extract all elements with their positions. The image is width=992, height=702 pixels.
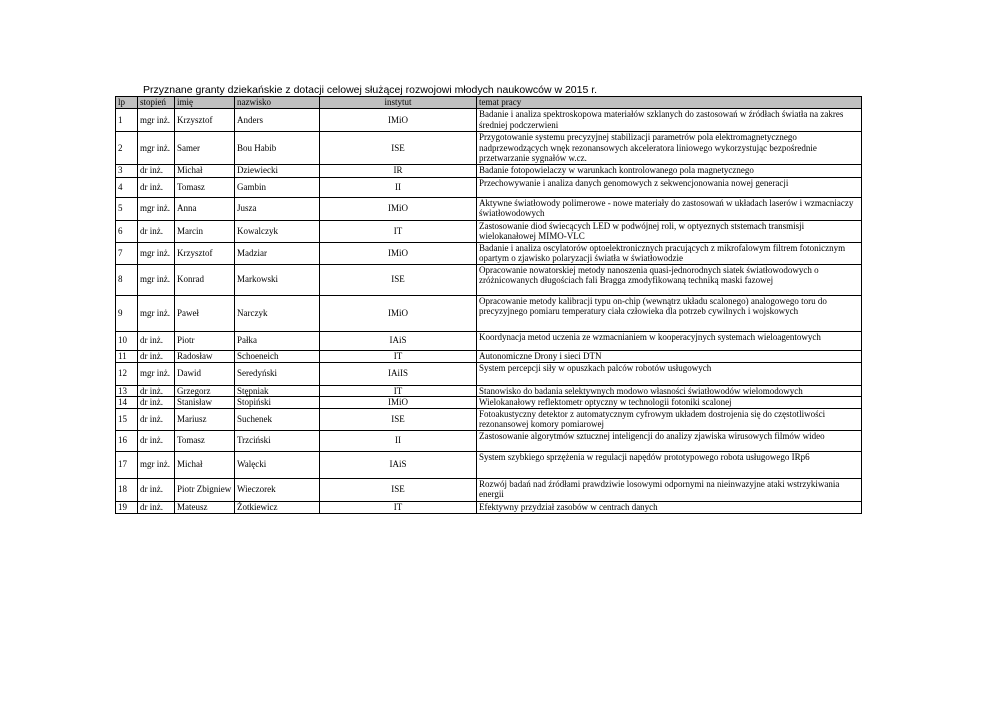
cell-lp: 14 — [116, 397, 138, 409]
cell-last-name: Bou Habib — [235, 132, 320, 165]
cell-topic: Wielokanałowy reflektometr optyczny w technologii fotoniki scalonej — [477, 397, 862, 409]
cell-last-name: Dziewiecki — [235, 164, 320, 177]
cell-lp: 5 — [116, 197, 138, 220]
cell-institute: IR — [320, 164, 477, 177]
cell-first-name: Krzysztof — [175, 242, 235, 264]
cell-first-name: Piotr Zbigniew — [175, 478, 235, 501]
cell-degree: dr inż. — [138, 350, 175, 362]
cell-degree: dr inż. — [138, 478, 175, 501]
cell-institute: ISE — [320, 408, 477, 430]
cell-degree: dr inż. — [138, 177, 175, 197]
table-row — [116, 408, 862, 430]
cell-institute: IMiO — [320, 295, 477, 331]
cell-topic: Opracowanie metody kalibracji typu on-chip (wewnątrz układu scalonego) analogowego toru do precyzyjnego pomiaru temperatury ciała człowieka dla potrzeb cywilnych i wojskowych — [477, 295, 862, 331]
table-row — [116, 451, 862, 478]
table-row — [116, 109, 862, 132]
cell-degree: dr inż. — [138, 385, 175, 397]
cell-lp: 19 — [116, 501, 138, 513]
cell-topic: Aktywne światłowody polimerowe - nowe materiały do zastosowań w układach laserów i wzmacniaczy światłowodowych — [477, 197, 862, 220]
cell-institute: II — [320, 177, 477, 197]
cell-last-name: Walęcki — [235, 451, 320, 478]
table-row — [116, 430, 862, 451]
cell-last-name: Schoeneich — [235, 350, 320, 362]
cell-first-name: Paweł — [175, 295, 235, 331]
cell-degree: mgr inż. — [138, 242, 175, 264]
cell-first-name: Mateusz — [175, 501, 235, 513]
cell-degree: dr inż. — [138, 430, 175, 451]
cell-degree: mgr inż. — [138, 264, 175, 295]
cell-degree: dr inż. — [138, 331, 175, 350]
table-row — [116, 295, 862, 331]
table-row — [116, 264, 862, 295]
cell-first-name: Marcin — [175, 220, 235, 242]
table-row — [116, 197, 862, 220]
cell-institute: ISE — [320, 132, 477, 165]
cell-last-name: Suchenek — [235, 408, 320, 430]
cell-degree: mgr inż. — [138, 197, 175, 220]
cell-institute: ISE — [320, 264, 477, 295]
cell-first-name: Samer — [175, 132, 235, 165]
cell-topic: Zastosowanie algorytmów sztucznej inteligencji do analizy zjawiska wirusowych filmów wideo — [477, 430, 862, 451]
cell-degree: mgr inż. — [138, 295, 175, 331]
cell-institute: IAiS — [320, 451, 477, 478]
cell-topic: Stanowisko do badania selektywnych modowo własności światłowodów wielomodowych — [477, 385, 862, 397]
cell-first-name: Tomasz — [175, 430, 235, 451]
cell-first-name: Michał — [175, 451, 235, 478]
cell-last-name: Stępniak — [235, 385, 320, 397]
cell-topic: Zastosowanie diod świecących LED w podwójnej roli, w optyeznych ststemach transmisji wielokanałowej MIMO-VLC — [477, 220, 862, 242]
cell-topic: System szybkiego sprzężenia w regulacji napędów prototypowego robota usługowego IRp6 — [477, 451, 862, 478]
cell-lp: 9 — [116, 295, 138, 331]
cell-degree: mgr inż. — [138, 451, 175, 478]
cell-first-name: Dawid — [175, 362, 235, 385]
cell-last-name: Pałka — [235, 331, 320, 350]
cell-topic: Przygotowanie systemu precyzyjnej stabilizacji parametrów pola elektromagnetycznego nadprzewodzących wnęk rezonansowych akceleratora liniowego wykorzystując bezpośrednie przetwarzanie sygnałów w.cz. — [477, 132, 862, 165]
table-row — [116, 220, 862, 242]
cell-degree: mgr inż. — [138, 109, 175, 132]
cell-last-name: Jusza — [235, 197, 320, 220]
header-row — [116, 97, 862, 109]
cell-lp: 10 — [116, 331, 138, 350]
column-header-last-name: nazwisko — [235, 97, 320, 109]
cell-last-name: Madziar — [235, 242, 320, 264]
cell-topic: Fotoakustyczny detektor z automatycznym cyfrowym układem dostrojenia się do częstotliwości rezonansowej komory pomiarowej — [477, 408, 862, 430]
cell-topic: Koordynacja metod uczenia ze wzmacnianiem w kooperacyjnych systemach wieloagentowych — [477, 331, 862, 350]
cell-degree: dr inż. — [138, 397, 175, 409]
cell-last-name: Wieczorek — [235, 478, 320, 501]
cell-first-name: Krzysztof — [175, 109, 235, 132]
cell-degree: dr inż. — [138, 164, 175, 177]
cell-lp: 17 — [116, 451, 138, 478]
cell-topic: Efektywny przydział zasobów w centrach danych — [477, 501, 862, 513]
page-title: Przyznane granty dziekańskie z dotacji celowej służącej rozwojowi młodych naukowców w 2015 r. — [143, 84, 598, 96]
cell-institute: IAiS — [320, 331, 477, 350]
cell-first-name: Radosław — [175, 350, 235, 362]
grants-table — [115, 96, 862, 514]
table-row — [116, 397, 862, 409]
cell-institute: IMiO — [320, 109, 477, 132]
cell-first-name: Tomasz — [175, 177, 235, 197]
cell-institute: IMiO — [320, 242, 477, 264]
cell-first-name: Konrad — [175, 264, 235, 295]
cell-topic: Badanie i analiza spektroskopowa materiałów szklanych do zastosowań w źródłach światła na zakres średniej podczerwieni — [477, 109, 862, 132]
cell-lp: 4 — [116, 177, 138, 197]
table-row — [116, 331, 862, 350]
cell-lp: 8 — [116, 264, 138, 295]
table-row — [116, 177, 862, 197]
cell-lp: 15 — [116, 408, 138, 430]
cell-degree: mgr inż. — [138, 132, 175, 165]
cell-institute: IT — [320, 350, 477, 362]
column-header-first-name: imię — [175, 97, 235, 109]
cell-institute: IAiIS — [320, 362, 477, 385]
table-row — [116, 362, 862, 385]
cell-lp: 7 — [116, 242, 138, 264]
cell-degree: dr inż. — [138, 408, 175, 430]
column-header-degree: stopień — [138, 97, 175, 109]
cell-topic: Badanie fotopowielaczy w warunkach kontrolowanego pola magnetycznego — [477, 164, 862, 177]
cell-institute: IT — [320, 501, 477, 513]
cell-first-name: Anna — [175, 197, 235, 220]
cell-first-name: Piotr — [175, 331, 235, 350]
table-row — [116, 478, 862, 501]
cell-first-name: Mariusz — [175, 408, 235, 430]
cell-institute: II — [320, 430, 477, 451]
column-header-lp: lp — [116, 97, 138, 109]
table-row — [116, 242, 862, 264]
table-row — [116, 350, 862, 362]
cell-lp: 13 — [116, 385, 138, 397]
cell-lp: 12 — [116, 362, 138, 385]
cell-degree: mgr inż. — [138, 362, 175, 385]
cell-institute: IMiO — [320, 197, 477, 220]
cell-first-name: Michał — [175, 164, 235, 177]
cell-lp: 3 — [116, 164, 138, 177]
cell-last-name: Anders — [235, 109, 320, 132]
cell-topic: Badanie i analiza oscylatorów optoelektronicznych pracujących z mikrofalowym filtrem fotonicznym opartym o zjawisko polaryzacji światła w światłowodzie — [477, 242, 862, 264]
cell-last-name: Trzciński — [235, 430, 320, 451]
cell-institute: ISE — [320, 478, 477, 501]
table-row — [116, 385, 862, 397]
cell-last-name: Markowski — [235, 264, 320, 295]
cell-lp: 11 — [116, 350, 138, 362]
cell-last-name: Seredyński — [235, 362, 320, 385]
column-header-topic: temat pracy — [477, 97, 862, 109]
cell-lp: 2 — [116, 132, 138, 165]
cell-lp: 1 — [116, 109, 138, 132]
cell-degree: dr inż. — [138, 220, 175, 242]
cell-degree: dr inż. — [138, 501, 175, 513]
table-row — [116, 501, 862, 513]
cell-last-name: Gambin — [235, 177, 320, 197]
cell-topic: Autonomiczne Drony i sieci DTN — [477, 350, 862, 362]
cell-topic: Rozwój badań nad źródłami prawdziwie losowymi odpornymi na nieinwazyjne ataki wstrzykiwania energii — [477, 478, 862, 501]
cell-first-name: Stanisław — [175, 397, 235, 409]
cell-last-name: Kowalczyk — [235, 220, 320, 242]
cell-lp: 18 — [116, 478, 138, 501]
cell-last-name: Stopiński — [235, 397, 320, 409]
table-row — [116, 132, 862, 165]
cell-last-name: Narczyk — [235, 295, 320, 331]
cell-lp: 6 — [116, 220, 138, 242]
cell-first-name: Grzegorz — [175, 385, 235, 397]
cell-institute: IMiO — [320, 397, 477, 409]
cell-topic: Opracowanie nowatorskiej metody nanoszenia quasi-jednorodnych siatek światłowodowych o zróżnicowanych długościach fali Bragga zmodyfikowaną techniką maski fazowej — [477, 264, 862, 295]
column-header-institute: instytut — [320, 97, 477, 109]
cell-topic: Przechowywanie i analiza danych genomowych z sekwencjonowania nowej generacji — [477, 177, 862, 197]
cell-topic: System percepcji siły w opuszkach palców robotów usługowych — [477, 362, 862, 385]
cell-institute: IT — [320, 385, 477, 397]
cell-last-name: Żotkiewicz — [235, 501, 320, 513]
cell-lp: 16 — [116, 430, 138, 451]
cell-institute: IT — [320, 220, 477, 242]
table-row — [116, 164, 862, 177]
